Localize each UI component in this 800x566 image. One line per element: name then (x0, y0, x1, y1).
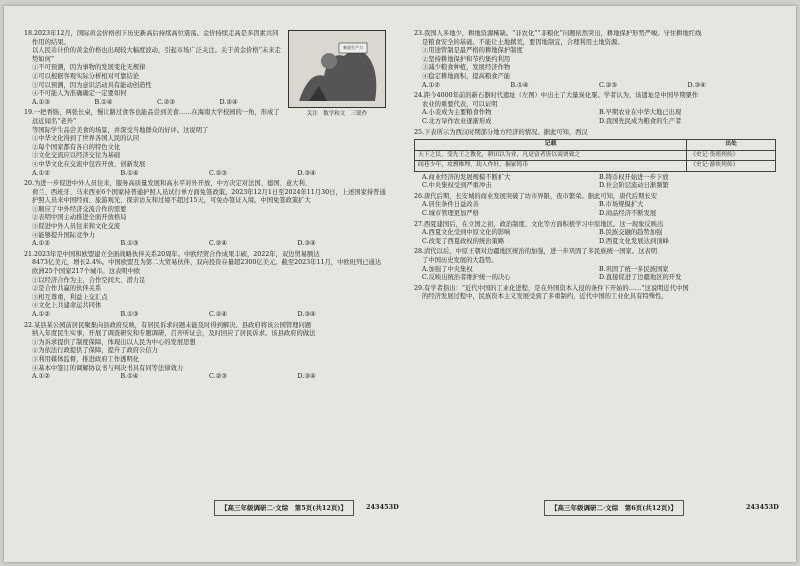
answer-choice: B.①③ (120, 311, 139, 318)
answer-choice: C.②④ (209, 311, 227, 318)
answer-choice: A.①② (32, 373, 50, 381)
table-cell: 闾巷少年，攻剽椎埋，劫人作奸，掘冢铸币 (415, 161, 687, 172)
statement-option: ④不可能人为准确确定一定要如何 (32, 90, 127, 98)
answer-choice: A.①③ (32, 98, 50, 106)
answer-choice: D.③④ (687, 81, 706, 89)
footer-right: 【高三年级调研二·文综 第6页(共12页)】 (544, 500, 684, 516)
table-header-cell: 记载 (415, 140, 687, 151)
answer-choice: D.西夏文化发展达到顶峰 (599, 237, 669, 245)
answer-choices (414, 210, 776, 219)
answer-choice: A.①② (32, 240, 50, 248)
answer-choices (414, 201, 776, 210)
answer-choice: D.我国先民成为粮食的生产者 (599, 117, 682, 125)
exam-code-left: 243453D (366, 503, 399, 511)
question-text: 的经济发展过程中，民族资本主义发展受到了多重制约，近代中国的工业化具有特殊性。 (422, 293, 668, 301)
answer-choices (414, 118, 776, 127)
answer-choice: C.反映出统治者维护统一的决心 (422, 274, 511, 282)
cartoon-figure (288, 30, 386, 119)
question-1 (414, 92, 776, 126)
statement-option: ②坚持耕地保护和节约集约利用 (422, 55, 511, 63)
answer-choices (414, 238, 776, 247)
statement-option: ④文化上共建命运共同体 (32, 302, 102, 310)
statement-option: ④基本中签订的调解协议书与判决书具有同等法律效力 (32, 364, 184, 372)
question-text: 27.西夏建国后，在立国之初，政治制度、文化等方面积极学习中原地区。这一现象反映出 (414, 220, 664, 228)
answer-choice: B.①④ (94, 98, 113, 106)
question-text: 21.2023年是中国和欧盟建立全面战略伙伴关系20周年。中欧经贸合作成果丰硕，2022年，双边贸易额达 (24, 250, 320, 258)
answer-choice: D.直接促进了边疆地区的开发 (599, 274, 682, 282)
answer-choice: B.市场规模扩大 (599, 201, 644, 209)
table-row (415, 150, 776, 161)
exam-paper (4, 6, 796, 562)
question-6 (414, 285, 776, 302)
answer-choice: B.早期农业在中华大地已出现 (599, 109, 682, 117)
answer-choice: C.中央集权受到严重冲击 (422, 182, 492, 190)
question-text: 是粮食安全的基础。不能让土地撂荒，要因地制宜，合理利用土地资源。 (422, 38, 624, 46)
question-4 (24, 322, 386, 382)
question-1 (24, 109, 386, 178)
answer-choice: C.②③ (157, 98, 175, 106)
answer-choices (24, 373, 386, 382)
answer-choice: B.铸币权开始进一步下放 (599, 173, 669, 181)
question-4 (414, 221, 776, 247)
answer-choice: A.居住条件日益改善 (422, 201, 479, 209)
right-column (414, 30, 776, 500)
question-text: 18.2023年12月，国际黄金价格创下历史新高后持续高位震荡。金价持续走高是多因素共同作用的结果。 (24, 30, 279, 46)
statement-option: ③减少粮食种植，发展经济作物 (422, 64, 511, 72)
question-text: 24.距今4000年前的新石器时代遗址（左图）中出土了大量炭化粟。学者认为，该遗址是中国早期粟作 (414, 92, 699, 100)
cartoon-drawing (289, 31, 385, 107)
cartoon-image (288, 30, 386, 108)
answer-choice: D.③④ (297, 240, 316, 248)
statement-option: ②表明中国主动推进全面开放格局 (32, 214, 127, 222)
answer-choices (24, 170, 386, 179)
answer-choices (414, 182, 776, 191)
answer-choice: C.②③ (209, 373, 227, 381)
table-cell: 《史记·游侠列传》 (687, 161, 776, 172)
question-text: 20.为进一步促进中外人员往来，服务高质量发展和高水平对外开放，中方决定对法国、德国、意大利、 (24, 180, 312, 188)
answer-choice: B.①④ (510, 81, 529, 89)
answer-choices (414, 229, 776, 238)
answer-choice: C.②③ (209, 169, 227, 177)
answer-choice: D.③④ (297, 311, 316, 318)
question-2 (24, 180, 386, 249)
statement-option: ③相互尊重，利益上交汇点 (32, 293, 108, 301)
answer-choice: C.②③ (599, 81, 617, 89)
answer-choices (414, 82, 776, 91)
question-text: 以人民币计价的黄金价格也出现较大幅度波动，引起市场广泛关注。关于黄金价格“未来走势如何” (32, 47, 281, 63)
answer-choice: A.①② (32, 311, 50, 318)
answer-choice: A.①② (422, 81, 440, 89)
statement-option: ②每个国家都有各自的特色文化 (32, 143, 121, 151)
question-3 (24, 251, 386, 320)
table-cell: 《史记·货殖列传》 (687, 150, 776, 161)
answer-choices (24, 240, 386, 249)
answer-choice: D.③④ (297, 373, 316, 381)
question-0 (414, 30, 776, 90)
statement-option: ①以经济合作为主，合作空间大、潜力足 (32, 276, 146, 284)
left-column (24, 30, 386, 500)
answer-choices (414, 274, 776, 283)
statement-option: ③促进中外人员往来和文化交流 (32, 223, 121, 231)
question-text: 等国际学生品尝美食的场景，并深受当地群众的好评。这说明了 (32, 126, 209, 134)
answer-choice: B.民族交融的趋势加强 (599, 229, 663, 237)
question-3 (414, 193, 776, 219)
answer-choice: B.①④ (120, 373, 139, 381)
question-text: 28.清代以后，中原王朝对边疆地区统治的加强，进一步巩固了多民族统一国家。这表明 (414, 248, 657, 256)
answer-choice: C.北方旱作农业逐渐形成 (422, 117, 492, 125)
statement-option: ①顺应了中外经济交流合作的需要 (32, 205, 127, 213)
question-text: 26.唐代后期，长安城的商业发展突破了坊市界限，夜市繁荣。据此可知，唐代后期长安 (414, 192, 657, 200)
table-row (415, 161, 776, 172)
answer-choices (24, 99, 282, 108)
answer-choice: A.加强了中央集权 (422, 265, 473, 273)
statement-option: ①为诉求提供了制度保障，体现出以人民为中心的发展思想 (32, 338, 196, 346)
statement-option: ②为依法行政提供了保障，提升了政府公信力 (32, 347, 158, 355)
answer-choice: C.改变了西夏政权的统治策略 (422, 237, 505, 245)
table-cell: 天下之民，受先王之教化，耕田以为业，凡是富者皆以商贾致之 (415, 150, 687, 161)
statement-option: ③利用媒体监督，推进政府工作透明化 (32, 355, 140, 363)
question-text: 农业的重要代表，可以证明 (422, 100, 498, 108)
statement-option: ④能够提升国际竞争力 (32, 231, 95, 239)
table-header-cell: 出处 (687, 140, 776, 151)
statement-option: ①中华文化得到了世界各国人民的认同 (32, 135, 140, 143)
answer-choice: D.社会阶层流动日渐频繁 (599, 182, 669, 190)
statement-option: ①用途管制是最严格的耕地保护制度 (422, 47, 523, 55)
question-text: 19.一把香肠，两张长桌，慢让路过食客也能品尝到美食……在海南大学校园的一角，形成了远近闻名“老外” (24, 109, 280, 125)
statement-option: ③文化交流应以经济交往为基础 (32, 152, 121, 160)
question-text: 29.有学者指出：“近代中国的工业化进程，是在外国资本入侵的条件下开始的……”这说明近代中国 (414, 284, 689, 292)
question-text: 22.某县某公园前居民聚集向县政府反映，有居民诉求问题未能及时得到解决。县政府将该公园管理问题 (24, 321, 312, 329)
answer-choice: C.城市管理更加严格 (422, 210, 479, 217)
question-text: 25.下表所示为西汉时期部分地方经济的情况。据此可知，西汉 (414, 128, 588, 136)
answer-choice: B.①③ (120, 240, 139, 248)
statement-option: ②可以根据客观实际分析相对可靠结论 (32, 72, 140, 80)
statement-option: ①不可预测，因为事物的发展变化无规律 (32, 64, 146, 72)
question-2 (414, 129, 776, 191)
answer-choices (414, 266, 776, 275)
statement-option: ④中华文化在交流中包容开放、创新发展 (32, 160, 146, 168)
statement-option: ④稳定耕地面积，提高粮食产能 (422, 72, 511, 80)
answer-choice: A.①② (32, 169, 50, 177)
question-text: 23.我国人多地少，耕地资源稀缺。“非农化”“非粮化”问题依然突出，耕地保护形势严峻。守住耕地红线 (414, 30, 702, 37)
answer-choices (414, 109, 776, 118)
answer-choice: A.商业经济的发展规模不断扩大 (422, 173, 511, 181)
statement-option: ③可以预测，因为意识活动具有能动创造性 (32, 81, 152, 89)
exam-code-right: 243453D (746, 503, 779, 511)
cartoon-label: 新质生产力 (343, 45, 363, 50)
answer-choices (414, 174, 776, 183)
question-text: 8473亿美元，增长2.4%。中国欧盟互为第二大贸易伙伴，双向投资存量超2300亿美元。截至2023年11月，中欧班列已通达欧洲25个国家217个城市。这表明中欧 (32, 259, 382, 276)
footer-left: 【高三年级调研二·文综 第5页(共12页)】 (214, 500, 354, 516)
answer-choice: D.③④ (297, 169, 316, 177)
source-table (414, 139, 776, 172)
answer-choice: D.商品经济不断发展 (599, 210, 657, 217)
question-5 (414, 248, 776, 282)
question-text: 荷兰、西班牙、马来西亚6个国家持普通护照人员试行单方面免签政策。2023年12月1日至2024年11月30日，上述国家持普通护照人员来中国经商、旅游观光、探亲访友和过境不超过15天，可免办签证入境。中国免签政策扩大 (32, 188, 386, 205)
question-text: 了中国历史发展的大趋势。 (422, 256, 498, 264)
answer-choice: B.巩固了统一多民族国家 (599, 265, 669, 273)
answer-choice: D.②④ (219, 98, 238, 106)
cartoon-caption: 关注 数学和文 三联作 (306, 111, 368, 117)
answer-choice: A.小麦成为主要粮食作物 (422, 109, 492, 117)
answer-choice: B.①④ (120, 169, 139, 177)
answer-choice: A.西夏文化受到中原文化的影响 (422, 229, 511, 237)
statement-option: ②是合作共赢的伙伴关系 (32, 285, 102, 293)
question-text: 纳入年度民生实事，开展了调查研究和专题调研，召开听证会，及时回应了居民诉求。该县政府的做法 (32, 330, 316, 338)
answer-choice: C.②④ (209, 240, 227, 248)
answer-choices (24, 311, 386, 320)
